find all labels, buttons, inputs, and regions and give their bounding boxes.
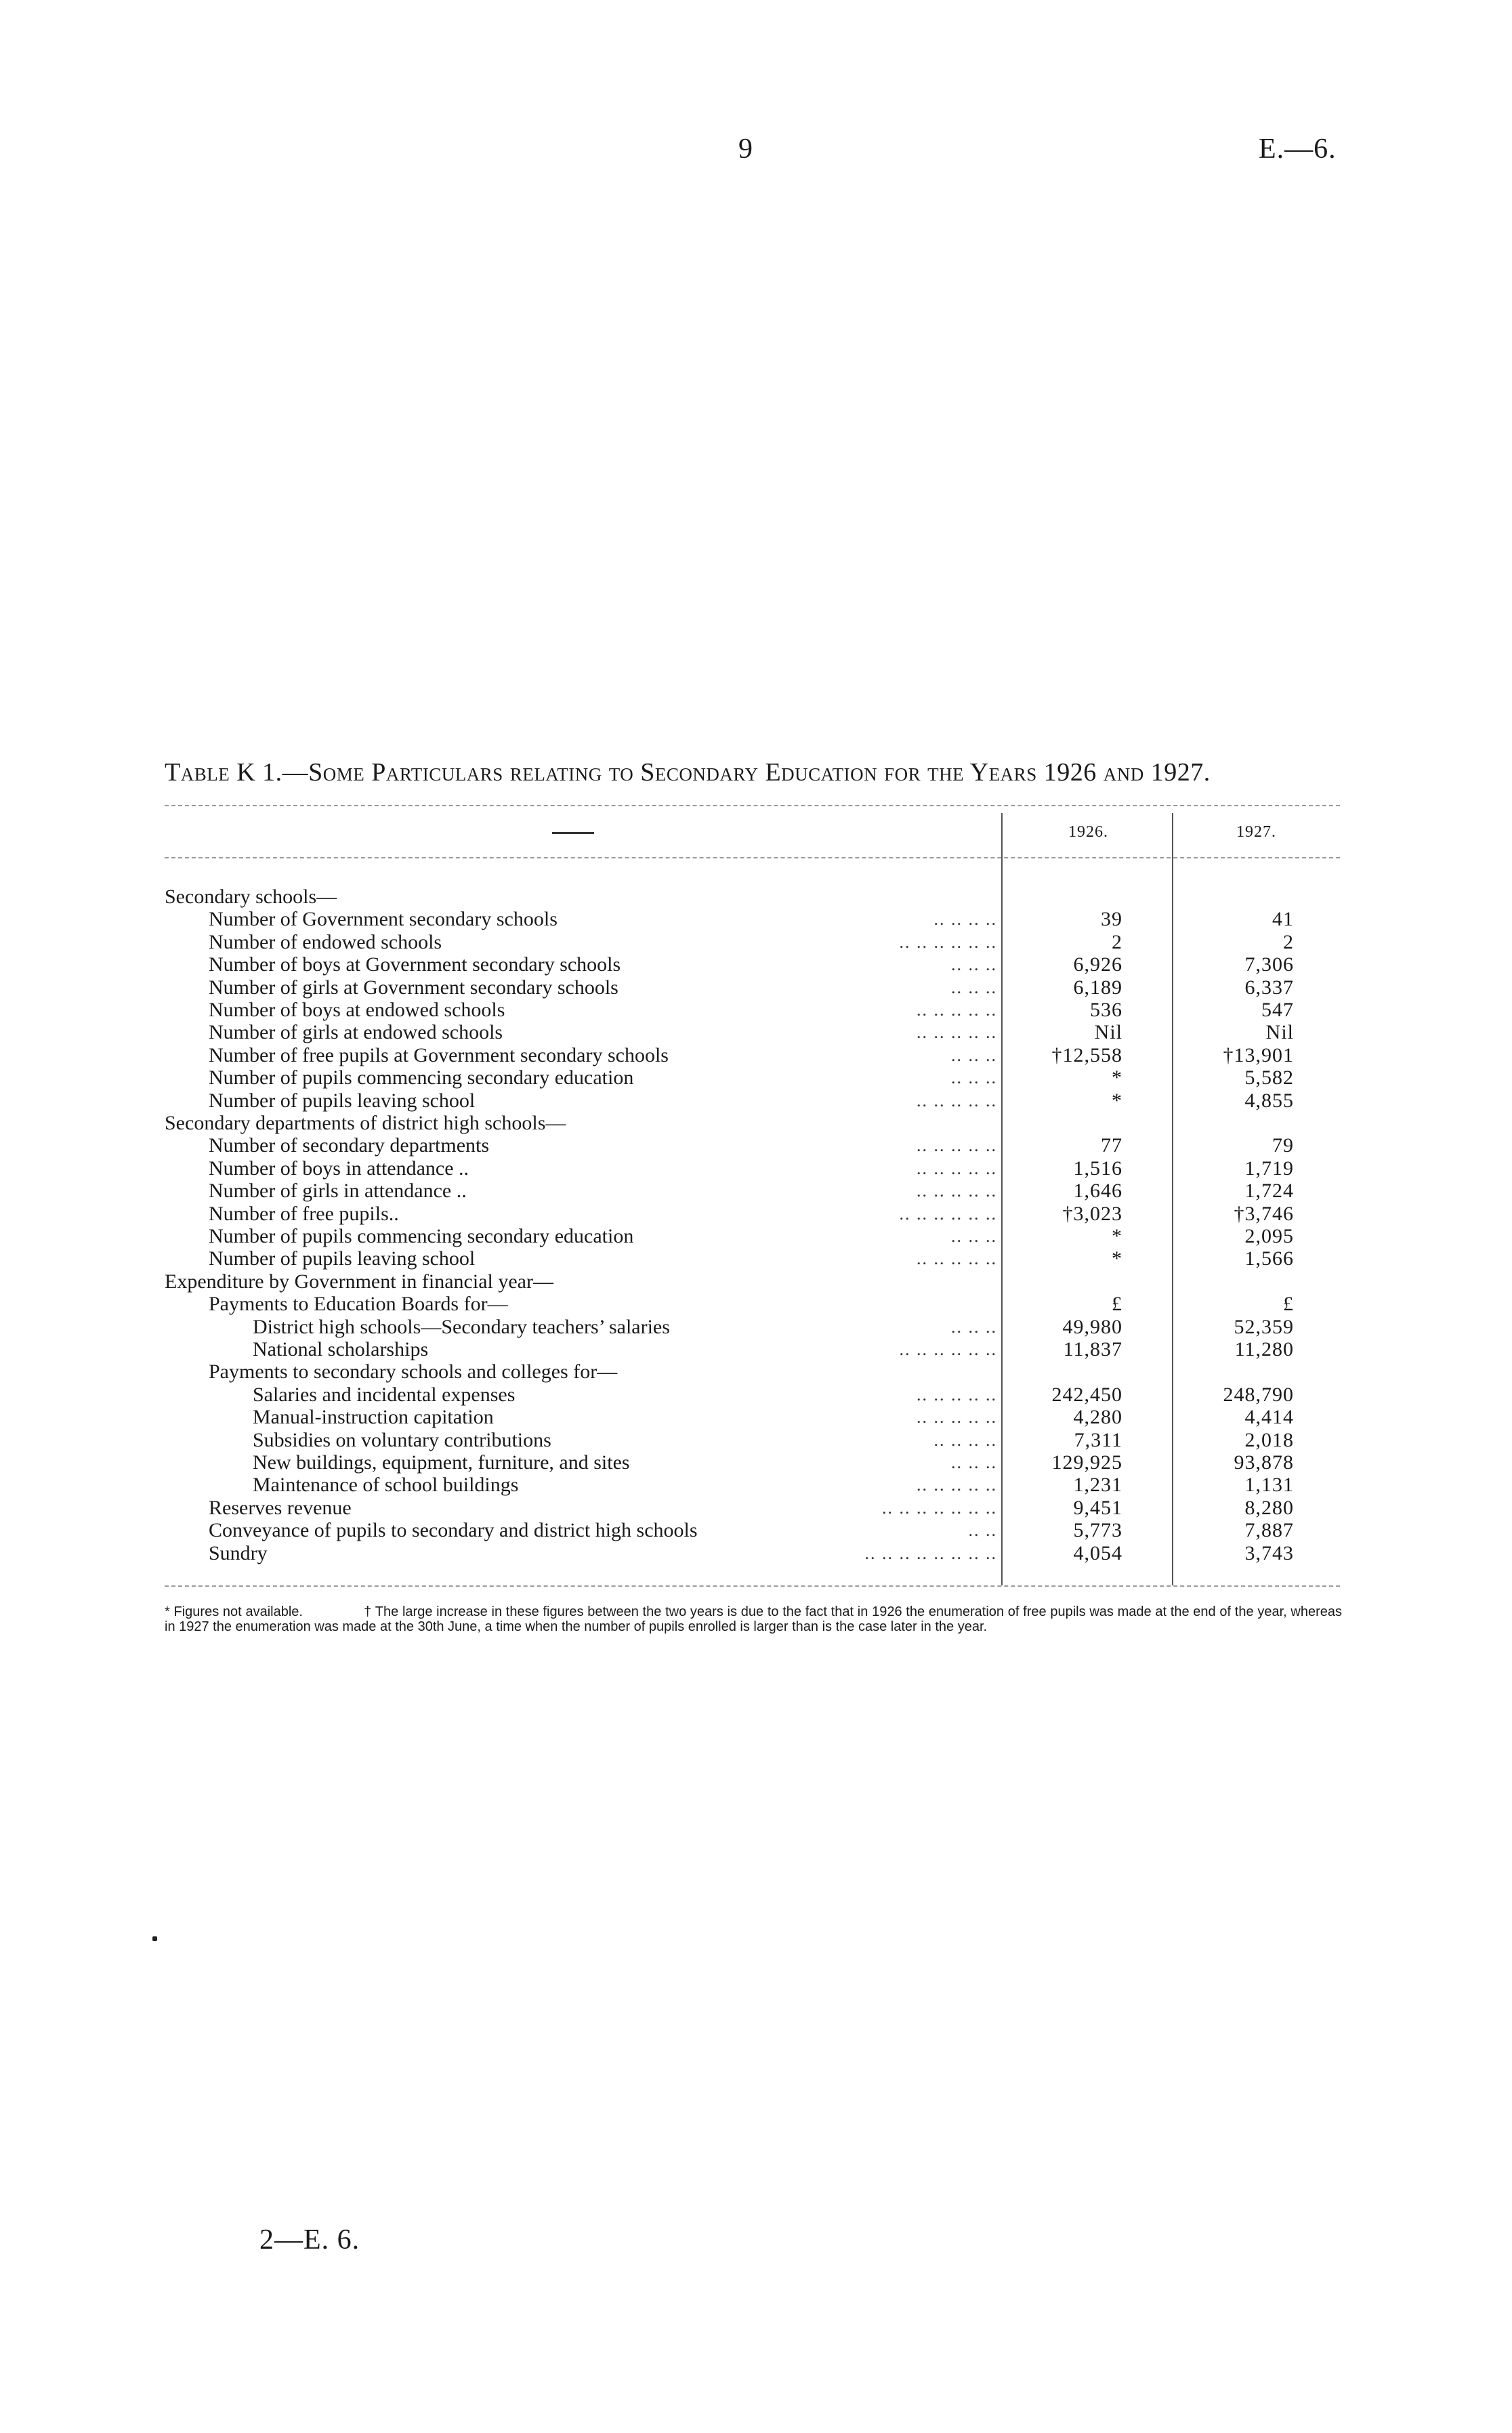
row-label: Salaries and incidental expenses: [253, 1384, 516, 1406]
value-1926: 11,837: [1063, 1338, 1122, 1360]
table-row: [0, 886, 1512, 908]
table-row: [0, 908, 1512, 930]
value-1926: 9,451: [1073, 1497, 1122, 1519]
table-row: [0, 1270, 1512, 1293]
table-top-rule: [165, 805, 1340, 806]
value-1926: 6,926: [1073, 953, 1122, 976]
value-1927: 4,414: [1244, 1406, 1294, 1428]
value-1926: Nil: [1094, 1021, 1122, 1043]
row-label: Conveyance of pupils to secondary and district high schools: [209, 1519, 698, 1541]
table-row: [0, 1293, 1512, 1315]
value-1926: 5,773: [1073, 1519, 1122, 1541]
value-1927: 6,337: [1244, 976, 1294, 999]
row-leader-dots: .. .. .. .. ..: [917, 1091, 997, 1110]
row-leader-dots: .. .. .. .. .. .. .. ..: [864, 1543, 997, 1563]
table-row: [0, 1338, 1512, 1360]
table-title: [165, 757, 1357, 787]
value-1926: 129,925: [1051, 1451, 1122, 1474]
row-leader-dots: .. .. .. .. ..: [917, 1407, 997, 1427]
value-1927: 1,131: [1244, 1474, 1294, 1496]
value-1927: 2,018: [1244, 1429, 1294, 1451]
table-title-main: Some Particulars relating to Secondary Education for the Years: [308, 758, 1037, 787]
value-1927: 93,878: [1234, 1451, 1294, 1474]
table-row: [0, 1157, 1512, 1180]
value-1927: 248,790: [1223, 1384, 1294, 1406]
page-code: E.—6.: [1259, 133, 1337, 165]
value-1927: 4,855: [1244, 1089, 1294, 1112]
scan-speck: [152, 1936, 157, 1941]
value-1926: †12,558: [1051, 1044, 1122, 1066]
table-row: [0, 953, 1512, 976]
row-label: Maintenance of school buildings: [253, 1474, 519, 1496]
row-label: New buildings, equipment, furniture, and sites: [253, 1451, 630, 1474]
value-1927: 79: [1272, 1134, 1294, 1157]
row-label: Reserves revenue: [209, 1497, 352, 1519]
row-label: Number of pupils commencing secondary education: [209, 1066, 634, 1089]
row-leader-dots: .. .. ..: [951, 1045, 997, 1065]
value-1927: 1,719: [1244, 1157, 1294, 1180]
row-leader-dots: .. .. ..: [951, 955, 997, 974]
table-row: [0, 1519, 1512, 1541]
value-1926: £: [1112, 1293, 1122, 1315]
row-label: District high schools—Secondary teachers’ salaries: [253, 1316, 670, 1338]
value-1926: 2: [1112, 931, 1122, 953]
column-header-1927: 1927.: [1236, 823, 1276, 841]
table-row: [0, 1542, 1512, 1564]
table-row: [0, 976, 1512, 999]
row-leader-dots: .. .. .. .. .. .. ..: [882, 1498, 997, 1518]
value-1926: 77: [1101, 1134, 1122, 1157]
row-label: Payments to Education Boards for—: [209, 1293, 508, 1315]
row-leader-dots: .. .. .. .. ..: [917, 1159, 997, 1178]
table-row: [0, 1089, 1512, 1112]
row-leader-dots: .. .. .. ..: [933, 1430, 997, 1450]
header-dash: [552, 832, 594, 834]
value-1927: 5,582: [1244, 1066, 1294, 1089]
row-leader-dots: .. .. .. .. ..: [917, 1249, 997, 1268]
row-label: Subsidies on voluntary contributions: [253, 1429, 551, 1451]
table-row: [0, 1406, 1512, 1428]
row-leader-dots: .. .. ..: [951, 1317, 997, 1337]
row-leader-dots: .. .. .. ..: [933, 909, 997, 929]
row-leader-dots: .. .. .. .. ..: [917, 1475, 997, 1495]
value-1926: 1,516: [1073, 1157, 1122, 1180]
table-row: [0, 1474, 1512, 1496]
row-label: Number of boys in attendance ..: [209, 1157, 469, 1180]
value-1927: 2,095: [1244, 1225, 1294, 1247]
row-label: Number of pupils leaving school: [209, 1089, 476, 1112]
table-row: [0, 1180, 1512, 1202]
value-1926: *: [1112, 1247, 1122, 1270]
value-1927: 547: [1261, 999, 1294, 1021]
row-leader-dots: .. .. ..: [951, 1068, 997, 1087]
row-leader-dots: .. ..: [968, 1520, 997, 1540]
value-1926: 39: [1101, 908, 1122, 930]
page-number: 9: [738, 133, 753, 165]
table-row: [0, 1429, 1512, 1451]
table-row: [0, 1384, 1512, 1406]
value-1926: 242,450: [1051, 1384, 1122, 1406]
value-1926: 4,280: [1073, 1406, 1122, 1428]
table-title-years: 1926: [1036, 758, 1104, 787]
row-leader-dots: .. .. ..: [951, 978, 997, 997]
value-1926: 49,980: [1062, 1316, 1122, 1338]
table-title-prefix: Table K 1.—: [165, 758, 309, 787]
row-label: Number of free pupils..: [209, 1203, 399, 1225]
row-label: Secondary schools—: [165, 886, 337, 908]
row-label: Expenditure by Government in financial year—: [165, 1270, 553, 1293]
table-title-and: and: [1103, 758, 1144, 787]
table-header-rule: [165, 857, 1340, 858]
value-1927: 41: [1272, 908, 1294, 930]
table-row: [0, 1203, 1512, 1225]
value-1926: 536: [1090, 999, 1122, 1021]
table-row: [0, 1225, 1512, 1247]
value-1926: 7,311: [1074, 1429, 1122, 1451]
value-1927: †3,746: [1234, 1203, 1294, 1225]
row-label: Secondary departments of district high schools—: [165, 1112, 566, 1134]
row-leader-dots: .. .. .. .. ..: [917, 1022, 997, 1042]
row-label: Payments to secondary schools and colleges for—: [209, 1360, 618, 1383]
table-row: [0, 1021, 1512, 1043]
row-label: Number of pupils commencing secondary education: [209, 1225, 634, 1247]
table-row: [0, 1066, 1512, 1089]
value-1927: 2: [1283, 931, 1294, 953]
row-label: Number of pupils leaving school: [209, 1247, 476, 1270]
row-leader-dots: .. .. .. .. .. ..: [899, 1339, 997, 1359]
table-row: [0, 1451, 1512, 1474]
table-row: [0, 1316, 1512, 1338]
value-1927: £: [1283, 1293, 1294, 1315]
row-label: Number of endowed schools: [209, 931, 442, 953]
row-label: National scholarships: [253, 1338, 429, 1360]
row-label: Number of girls in attendance ..: [209, 1180, 467, 1202]
column-header-1926: 1926.: [1068, 823, 1108, 841]
value-1927: Nil: [1265, 1021, 1294, 1043]
value-1926: 4,054: [1073, 1542, 1122, 1564]
table-row: [0, 1044, 1512, 1066]
table-row: [0, 1247, 1512, 1270]
table-row: [0, 931, 1512, 953]
value-1927: †13,901: [1223, 1044, 1294, 1066]
row-label: Sundry: [209, 1542, 268, 1564]
footnote-dagger: † The large increase in these figures between the two years is due to the fact that in 1926 the enumeration of free pupils was made at the end of the year, whereas in 1927 the enumeration was made at the 30th June, a time when the number of pupils enrolled is larger than is the case later in the year.: [165, 1604, 1343, 1634]
row-label: Number of free pupils at Government secondary schools: [209, 1044, 669, 1066]
value-1926: 6,189: [1073, 976, 1122, 999]
value-1927: 3,743: [1244, 1542, 1294, 1564]
page-signature: 2—E. 6.: [259, 2224, 360, 2255]
row-label: Manual-instruction capitation: [253, 1406, 494, 1428]
row-label: Number of boys at Government secondary schools: [209, 953, 621, 976]
row-leader-dots: .. .. .. .. ..: [917, 1385, 997, 1405]
value-1926: *: [1112, 1089, 1122, 1112]
value-1927: 7,887: [1244, 1519, 1294, 1541]
value-1926: †3,023: [1062, 1203, 1122, 1225]
value-1927: 7,306: [1244, 953, 1294, 976]
footnotes: [165, 1604, 1342, 1634]
table-title-end: 1927.: [1143, 758, 1211, 787]
row-label: Number of girls at endowed schools: [209, 1021, 503, 1043]
row-leader-dots: .. .. .. .. .. ..: [899, 932, 997, 952]
row-label: Number of boys at endowed schools: [209, 999, 505, 1021]
value-1926: *: [1112, 1066, 1122, 1089]
row-label: Number of Government secondary schools: [209, 908, 558, 930]
row-label: Number of secondary departments: [209, 1134, 490, 1157]
row-label: Number of girls at Government secondary schools: [209, 976, 618, 999]
footnote-star: * Figures not available.: [165, 1604, 303, 1619]
table-bottom-rule: [165, 1585, 1340, 1587]
row-leader-dots: .. .. .. .. ..: [917, 1000, 997, 1020]
table-row: [0, 1134, 1512, 1157]
value-1927: 8,280: [1244, 1497, 1294, 1519]
value-1926: 1,646: [1073, 1180, 1122, 1202]
row-leader-dots: .. .. .. .. .. ..: [899, 1204, 997, 1224]
row-leader-dots: .. .. .. .. ..: [917, 1181, 997, 1201]
table-row: [0, 1112, 1512, 1134]
table-row: [0, 1360, 1512, 1383]
value-1926: 1,231: [1073, 1474, 1122, 1496]
table-row: [0, 999, 1512, 1021]
value-1926: *: [1112, 1225, 1122, 1247]
value-1927: 52,359: [1234, 1316, 1294, 1338]
value-1927: 11,280: [1234, 1338, 1294, 1360]
row-leader-dots: .. .. ..: [951, 1453, 997, 1472]
value-1927: 1,724: [1244, 1180, 1294, 1202]
value-1927: 1,566: [1244, 1247, 1294, 1270]
table-row: [0, 1497, 1512, 1519]
row-leader-dots: .. .. .. .. ..: [917, 1136, 997, 1155]
row-leader-dots: .. .. ..: [951, 1226, 997, 1246]
